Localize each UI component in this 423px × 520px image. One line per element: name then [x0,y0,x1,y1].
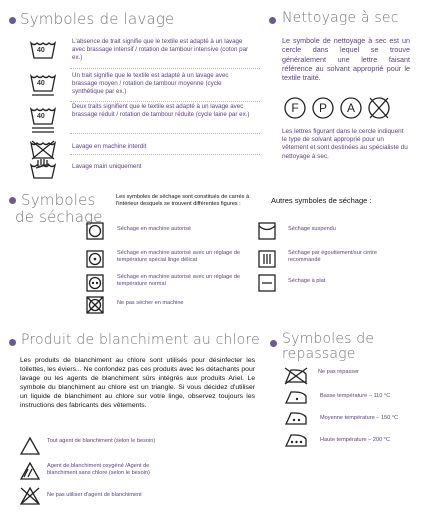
washtub-40-two-bars-icon [30,106,56,134]
bleach-triangle-icon [20,437,40,455]
sechage-title-1: Symboles [21,191,96,209]
tumble-dry-low-icon [86,250,104,268]
sechage-intro: Les symboles de séchage sont constitués de carrés à l'intérieur desquels se trouvent différentes figures : [116,194,250,208]
line-dry-icon [258,222,276,240]
iron-low-icon [283,390,309,406]
no-iron-icon [283,367,309,385]
other-drying-text: Séchage par égouttement/sur cintre recommandé [288,250,377,264]
iron-medium-icon [283,411,309,427]
non-chlorine-bleach-icon [20,462,40,480]
repassage-item-text: Basse température – 110 °C [320,393,391,399]
drip-dry-icon [258,250,276,268]
sechage-item-text: Séchage en machine autorisé [117,226,192,232]
dry-clean-letter: P [318,101,327,115]
washtub-crossed-icon [30,140,56,160]
lavage-item-text: Lavage main uniquement [72,163,142,170]
no-bleach-icon [20,487,40,505]
tumble-dry-crossed-icon [86,296,104,314]
dry-clean-letter: A [346,101,355,115]
other-drying-text: Séchage à plat [288,278,326,284]
blanchiment-item-text: Ne pas utiliser d'agent de blanchiment [47,492,142,498]
other-drying-text: Séchage suspendu [288,226,336,232]
repassage-item-text: Moyenne température – 150 °C [320,415,399,421]
sechage-item-text: Ne pas sécher en machine [117,300,184,306]
wash-temperature-label: 40 [37,80,45,87]
repassage-title-2: repassage [282,346,356,362]
section-bullet [9,339,16,346]
separator [70,154,260,155]
repassage-title-1: Symboles de [282,331,375,347]
separator [70,68,260,69]
section-bullet [9,17,16,24]
nettoyage-title: Nettoyage à sec [282,10,399,26]
flat-dry-icon [258,274,276,292]
iron-high-icon [283,433,309,449]
sechage-item-text: Séchage en machine autorisé avec un réglage de température normal [117,274,241,288]
lavage-item-text: L'absence de trait signifie que le textile est adapté à un lavage avec brassage intensif / rotation de tambour intensive (coton par ex.) [72,38,249,61]
hand-wash-icon [30,159,56,179]
lavage-item-text: Un trait signifie que le textile est adapté à un lavage avec brassage moyen / rotation de tambour moyenne (cycle synthétique par ex.) [72,72,229,95]
nettoyage-intro: Le symbole de nettoyage à sec est un cercle dans lequel se trouve généralement une lettre faisant référence au solvant approprié pour le textile traité. [282,36,410,83]
lavage-item-text: Lavage en machine interdit [72,143,147,150]
blanchiment-item-text: Tout agent de blanchiment (selon le besoin) [47,438,156,444]
repassage-item-text: Ne pas repasser [318,369,360,375]
lavage-item-text: Deux traits signifient que le textile est adapté à un lavage avec brassage réduit / rotation de tambour réduite (cycle laine par ex.) [72,103,250,118]
blanchiment-item-text: Agent de blanchiment oxygéné /Agent de blanchiment sans chlore (selon le besoin) [47,463,150,477]
lavage-title: Symboles de lavage [20,10,175,28]
section-bullet [9,197,16,204]
wash-temperature-label: 40 [37,113,45,120]
nettoyage-note: Les lettres figurant dans le cercle indiquent le type de solvant approprié pour un vêtement et sont destinées au spécialiste du nettoyage à sec. [282,128,408,160]
sechage-item-text: Séchage en machine autorisé avec un réglage de température spécial linge délicat [117,250,241,264]
blanchiment-paragraph: Les produits de blanchiment au chlore sont utilisés pour désinfecter les toilettes, les éviers... Ne confondez pas ces produits avec les détachants pour lavage ou les agents de blanchiment sûrs intégrés aux produits Ariel. Le symbole du blanchiment au chlore est un triangle. Si vous décidez d'utiliser un liquide de blanchiment au chlore sur votre linge, observez toujours les instructions des fabricants des vêtements. [20,357,255,409]
sechage-title-2: de séchage [15,208,103,226]
other-drying-title: Autres symboles de séchage : [271,196,372,205]
wash-temperature-label: 40 [37,47,45,54]
tumble-dry-icon [86,222,104,240]
section-bullet [270,340,277,347]
dry-clean-letter: F [291,101,299,115]
separator [70,133,260,134]
repassage-item-text: Haute température – 200 °C [320,437,391,443]
separator [70,101,260,102]
tumble-dry-normal-icon [86,274,104,292]
blanchiment-title: Produit de blanchiment au chlore [21,332,260,348]
section-bullet [269,17,276,24]
